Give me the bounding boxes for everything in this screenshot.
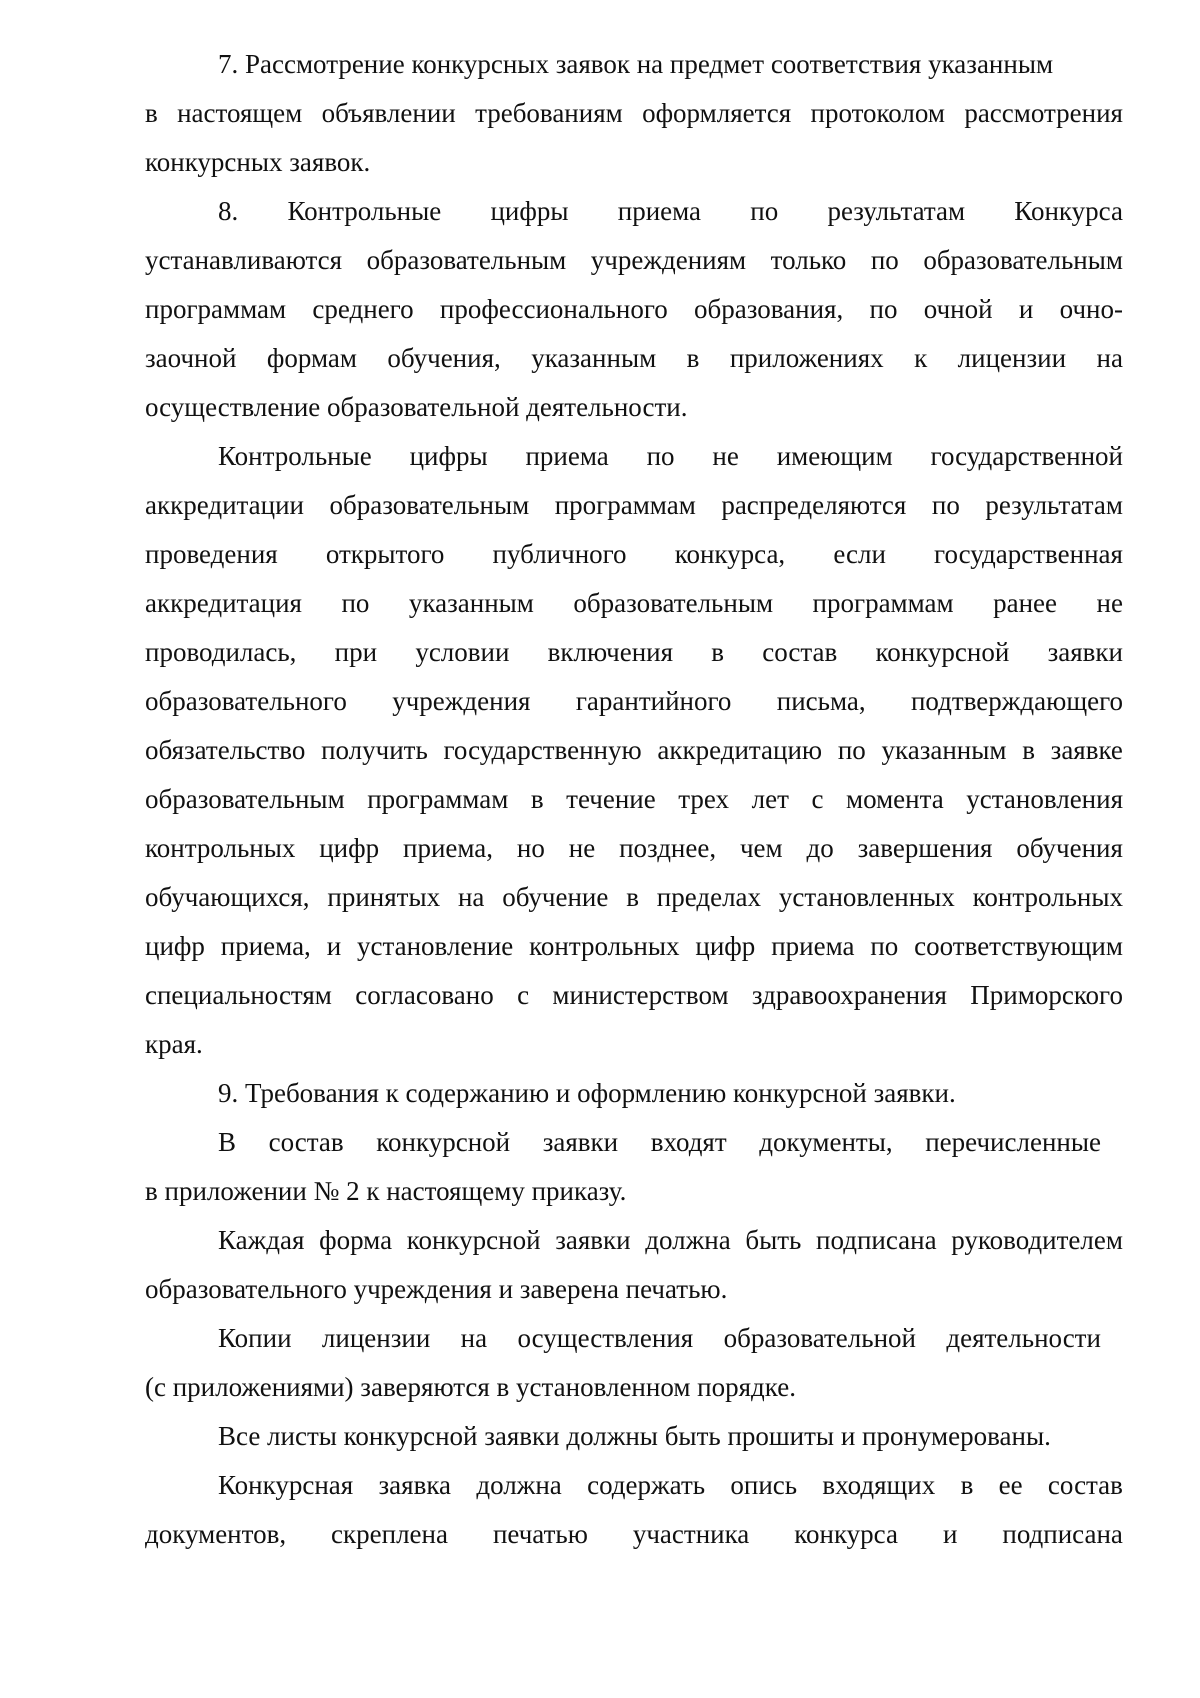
text-line [145,873,1123,922]
word: должна [476,1470,562,1500]
word: учреждениям [590,245,747,275]
word: Конкурса [1014,196,1123,226]
word: заявка [378,1470,452,1500]
word: по [870,931,899,961]
word: указанным [531,343,657,373]
word: аккредитации [145,490,304,520]
word: письма, [776,686,866,716]
text-line [145,1314,1123,1363]
word: подписана [816,1225,937,1255]
word: с [811,784,824,814]
word: очной [923,294,993,324]
word: участника [632,1519,750,1549]
word: приложениях [729,343,884,373]
word: программам [367,784,509,814]
text-line [145,677,1123,726]
word: в [1022,735,1035,765]
word: но [516,833,545,863]
text-line [145,236,1123,285]
word: обучения [1016,833,1123,863]
word: на [460,1323,488,1353]
word: образовательным [145,784,345,814]
word: позднее, [619,833,717,863]
word: входят [650,1127,727,1157]
word: обучение [502,882,609,912]
word: образовательным [329,490,530,520]
word: Контрольные [287,196,442,226]
word: быть [745,1225,802,1255]
word: результатам [985,490,1123,520]
paragraph [145,1314,1123,1412]
word: согласовано [355,980,494,1010]
word: завершения [857,833,993,863]
word: подтверждающего [910,686,1123,716]
text-line [145,775,1123,824]
word: приема [617,196,702,226]
word: по [869,294,898,324]
word: образовательной [723,1323,916,1353]
word: и [942,1519,958,1549]
word: должна [645,1225,731,1255]
word: обучения, [387,343,501,373]
text-line [145,922,1123,971]
word: ее [998,1470,1023,1500]
paragraph [145,1461,1123,1559]
word: печатью [492,1519,588,1549]
word: аккредитация [145,588,302,618]
word: конкурсной [875,637,1010,667]
text-line: 9. Требования к содержанию и оформлению конкурсной заявки. [218,1078,956,1108]
word: объявлении [321,98,456,128]
word: устанавливаются [145,245,343,275]
paragraph [145,1412,1123,1461]
word: цифры [409,441,488,471]
word: по [931,490,960,520]
word: цифр [319,833,380,863]
word: проведения [145,539,278,569]
word: условии [415,637,510,667]
word: формам [266,343,357,373]
word: очно- [1059,294,1123,324]
paragraph [145,1216,1123,1314]
word: конкурсной [376,1127,511,1157]
text-line: края. [145,1029,203,1059]
word: состав [1047,1470,1123,1500]
word: руководителем [951,1225,1123,1255]
word: среднего [312,294,414,324]
word: получить [321,735,428,765]
word: программам [812,588,954,618]
word: в [960,1470,974,1500]
word: документов, [145,1519,287,1549]
word: государственной [930,441,1123,471]
word: по [870,245,899,275]
word: и [326,931,342,961]
word: приема, [220,931,311,961]
text-line [145,628,1123,677]
word: цифры [490,196,569,226]
word: по [837,735,866,765]
word: имеющим [776,441,893,471]
text-line [145,824,1123,873]
word: Контрольные [218,441,372,471]
word: обучающихся, [145,882,310,912]
word: приема, [403,833,494,863]
word: специальностям [145,980,332,1010]
text-line [145,1118,1123,1167]
word: заявки [555,1225,631,1255]
text-line [145,89,1123,138]
paragraph [145,40,1123,187]
word: В [218,1127,237,1157]
word: профессионального [439,294,668,324]
word: форма [319,1225,393,1255]
text-line [145,1510,1123,1559]
word: скреплена [331,1519,448,1549]
word: контрольных [972,882,1123,912]
word: лицензии [957,343,1067,373]
word: трех [678,784,730,814]
word: оформляется [642,98,792,128]
word: по [646,441,675,471]
word: включения [547,637,674,667]
word: на [1096,343,1123,373]
word: заявки [542,1127,619,1157]
word: в [711,637,725,667]
word: пределах [656,882,762,912]
word: осуществления [517,1323,694,1353]
word: конкурсной [406,1225,541,1255]
word: течение [566,784,656,814]
text-line [145,334,1123,383]
word: опись [730,1470,798,1500]
word: заявке [1050,735,1123,765]
word: результатам [827,196,966,226]
word: приема [525,441,609,471]
word: на [457,882,485,912]
word: до [806,833,834,863]
word: Приморского [970,980,1123,1010]
text-line: Все листы конкурсной заявки должны быть прошиты и пронумерованы. [218,1421,1051,1451]
word: образования, [694,294,844,324]
word: по [750,196,779,226]
word: указанным [408,588,534,618]
paragraph [145,187,1123,432]
word: аккредитацию [657,735,823,765]
word: гарантийного [575,686,732,716]
word: момента [846,784,944,814]
word: установленных [778,882,955,912]
word: чем [739,833,783,863]
word: состав [268,1127,344,1157]
text-line [145,579,1123,628]
word: учреждения [392,686,531,716]
word: не [568,833,596,863]
word: деятельности [946,1323,1101,1353]
word: программам [145,294,287,324]
word: Конкурсная [218,1470,354,1500]
word: распределяются [721,490,907,520]
word: по [341,588,370,618]
word: к [914,343,928,373]
word: и [1018,294,1034,324]
word: открытого [325,539,445,569]
word: образовательным [923,245,1123,275]
word: в [626,882,639,912]
document-body [145,40,1123,1559]
word: подписана [1002,1519,1123,1549]
word: контрольных [145,833,296,863]
word: в [530,784,544,814]
word: образовательным [366,245,567,275]
word: публичного [492,539,627,569]
text-line [145,481,1123,530]
text-line [145,432,1123,481]
word: только [770,245,847,275]
word: здравоохранения [751,980,947,1010]
word: заочной [145,343,237,373]
word: требованиям [475,98,623,128]
text-line: 7. Рассмотрение конкурсных заявок на предмет соответствия указанным [218,49,1054,79]
word: состав [762,637,838,667]
word: настоящем [177,98,303,128]
word: государственную [443,735,642,765]
word: не [712,441,739,471]
text-line: (с приложениями) заверяются в установленном порядке. [145,1372,796,1402]
text-line: образовательного учреждения и заверена печатью. [145,1274,728,1304]
word: документы, [759,1127,893,1157]
word: установление [357,931,514,961]
paragraph [145,432,1123,1069]
word: Каждая [218,1225,305,1255]
text-line [145,1216,1123,1265]
text-line: в приложении № 2 к настоящему приказу. [145,1176,627,1206]
text-line [145,971,1123,1020]
word: если [833,539,886,569]
word: принятых [327,882,441,912]
word: проводилась, [145,637,297,667]
text-line [145,285,1123,334]
paragraph [145,1118,1123,1216]
paragraph [145,1069,1123,1118]
text-line [145,1461,1123,1510]
word: государственная [934,539,1123,569]
word: в [686,343,700,373]
word: программам [554,490,696,520]
word: приема [771,931,855,961]
text-line [145,530,1123,579]
word: установления [966,784,1123,814]
word: лицензии [321,1323,431,1353]
word: содержать [587,1470,706,1500]
word: перечисленные [925,1127,1101,1157]
word: образовательного [145,686,347,716]
text-line: осуществление образовательной деятельности. [145,392,688,422]
text-line: конкурсных заявок. [145,147,371,177]
word: конкурса [794,1519,898,1549]
word: цифр [695,931,756,961]
word: протоколом [810,98,945,128]
word: указанным [881,735,1007,765]
text-line [145,726,1123,775]
word: с [517,980,530,1010]
word: в [145,98,158,128]
word: 8. [218,196,239,226]
word: образовательным [573,588,774,618]
word: при [334,637,378,667]
word: Копии [218,1323,292,1353]
word: соответствующим [914,931,1123,961]
word: рассмотрения [964,98,1123,128]
word: обязательство [145,735,306,765]
word: входящих [822,1470,936,1500]
text-line [145,187,1123,236]
word: ранее [993,588,1058,618]
word: не [1096,588,1123,618]
word: контрольных [529,931,680,961]
word: цифр [145,931,205,961]
word: министерством [552,980,729,1010]
word: конкурса, [674,539,786,569]
word: заявки [1047,637,1123,667]
word: лет [751,784,789,814]
